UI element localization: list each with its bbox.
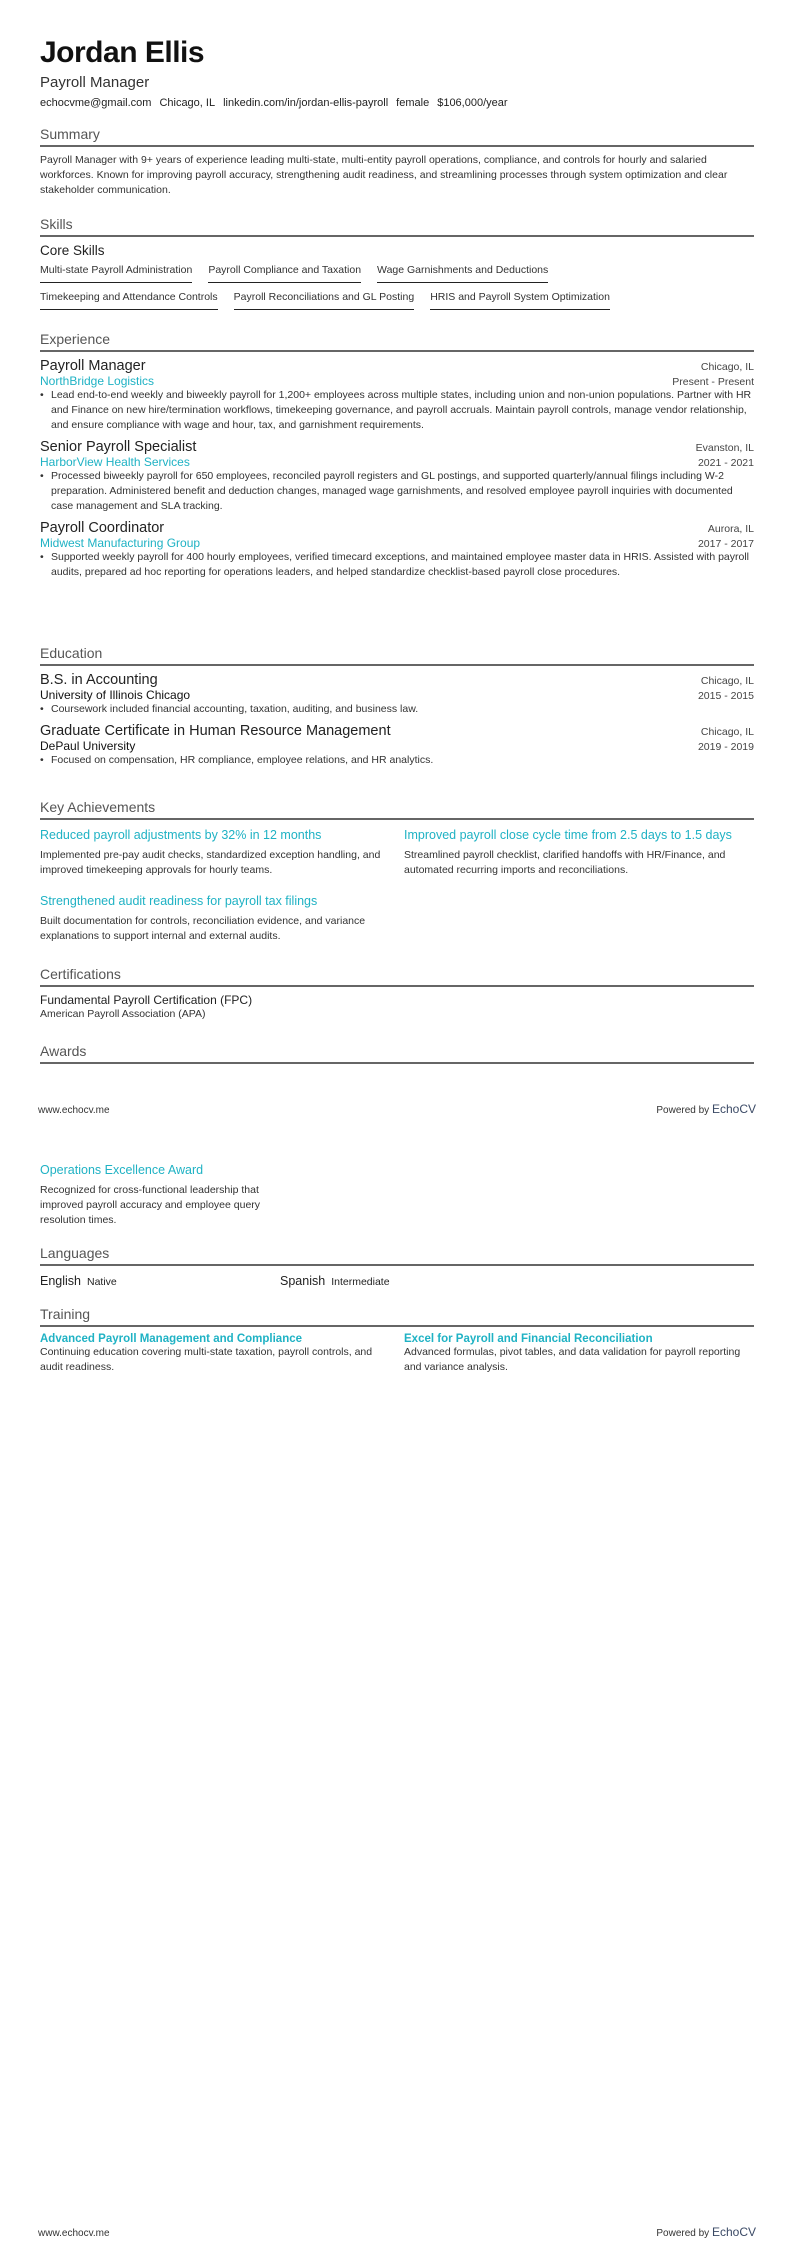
training-desc: Advanced formulas, pivot tables, and data validation for payroll reporting and variance analysis. — [404, 1346, 741, 1373]
echocv-logo: EchoCV — [711, 2225, 756, 2239]
achievement-desc: Streamlined payroll checklist, clarified handoffs with HR/Finance, and automated recurring imports and reconciliations. — [404, 849, 726, 876]
language-item — [280, 1274, 520, 1288]
resume-header — [40, 36, 754, 109]
skill-tag: Payroll Compliance and Taxation — [208, 264, 361, 283]
language-name: English — [40, 1274, 81, 1288]
candidate-title: Payroll Manager — [40, 74, 150, 91]
skill-tag: HRIS and Payroll System Optimization — [430, 291, 610, 310]
cert-issuer: American Payroll Association (APA) — [40, 1008, 206, 1020]
job-location: Chicago, IL — [700, 361, 754, 373]
job-dates: 2021 - 2021 — [697, 457, 754, 469]
experience-section — [40, 331, 754, 580]
section-heading: Certifications — [40, 966, 754, 987]
section-heading: Awards — [40, 1043, 754, 1064]
language-name: Spanish — [280, 1274, 326, 1288]
job-location: Evanston, IL — [695, 442, 754, 454]
job-title: Senior Payroll Specialist — [40, 439, 197, 455]
degree: B.S. in Accounting — [40, 672, 158, 688]
achievement-title: Reduced payroll adjustments by 32% in 12 months — [40, 828, 322, 842]
job-title: Payroll Coordinator — [40, 520, 165, 536]
edu-bullet: • Focused on compensation, HR compliance, employee relations, and HR analytics. — [40, 753, 754, 768]
skill-tag: Multi-state Payroll Administration — [40, 264, 192, 283]
edu-dates: 2015 - 2015 — [697, 690, 754, 702]
training-title: Advanced Payroll Management and Compliance — [40, 1333, 303, 1345]
section-heading: Languages — [40, 1245, 754, 1266]
section-heading: Education — [40, 645, 754, 666]
training-title: Excel for Payroll and Financial Reconciliation — [404, 1333, 653, 1345]
section-heading: Experience — [40, 331, 754, 352]
summary-section — [40, 126, 754, 198]
job-dates: Present - Present — [672, 376, 754, 388]
certifications-section — [40, 966, 754, 1022]
education-entry — [40, 723, 754, 768]
company-name: HarborView Health Services — [40, 455, 190, 469]
echocv-logo: EchoCV — [711, 1102, 756, 1116]
award-title: Operations Excellence Award — [40, 1163, 204, 1177]
job-entry — [40, 439, 754, 514]
training-section — [40, 1306, 754, 1375]
job-bullet: • Supported weekly payroll for 400 hourly employees, verified timecard exceptions, and maintained employee master data in HRIS. Assisted with payroll audits, prepared ad hoc reporting for operations leaders, and helped standardize checklist-based payroll close procedures. — [40, 550, 754, 580]
company-name: NorthBridge Logistics — [40, 374, 155, 388]
job-entry — [40, 520, 754, 580]
achievement-title: Improved payroll close cycle time from 2.5 days to 1.5 days — [404, 828, 732, 842]
skill-tag: Payroll Reconciliations and GL Posting — [234, 291, 415, 310]
job-location: Aurora, IL — [707, 523, 754, 535]
achievement-item — [40, 826, 390, 878]
degree: Graduate Certificate in Human Resource Management — [40, 723, 391, 739]
language-item — [40, 1274, 280, 1288]
achievement-title: Strengthened audit readiness for payroll tax filings — [40, 894, 318, 908]
section-heading: Skills — [40, 216, 754, 237]
powered-by-text: Powered by — [656, 2228, 710, 2239]
edu-bullet: • Coursework included financial accounting, taxation, auditing, and business law. — [40, 702, 754, 717]
job-dates: 2017 - 2017 — [697, 538, 754, 550]
location: Chicago, IL — [159, 97, 216, 109]
edu-dates: 2019 - 2019 — [697, 741, 754, 753]
award-item — [40, 1161, 270, 1228]
gender: female — [396, 97, 430, 109]
skill-group-title: Core Skills — [40, 243, 105, 258]
cert-name: Fundamental Payroll Certification (FPC) — [40, 993, 253, 1007]
summary-text: Payroll Manager with 9+ years of experience leading multi-state, multi-entity payroll operations, compliance, and controls for hourly and salaried workforces. Known for improving payroll accuracy, strengthening audit readiness, and streamlining processes through system optimization and clear stakeholder communication. — [40, 154, 728, 196]
achievement-desc: Built documentation for controls, reconciliation evidence, and variance explanations to support internal and external audits. — [40, 915, 366, 942]
powered-by-text: Powered by — [656, 1105, 710, 1116]
training-item — [404, 1333, 754, 1375]
section-heading: Key Achievements — [40, 799, 754, 820]
edu-location: Chicago, IL — [700, 675, 754, 687]
training-desc: Continuing education covering multi-state taxation, payroll controls, and audit readiness. — [40, 1346, 373, 1373]
job-entry — [40, 358, 754, 433]
footer-powered — [656, 1102, 756, 1116]
education-entry — [40, 672, 754, 717]
candidate-name: Jordan Ellis — [40, 36, 205, 69]
achievement-item — [40, 892, 390, 944]
job-bullet: • Processed biweekly payroll for 650 employees, reconciled payroll registers and GL postings, and supported quarterly/annual filings including W-2 preparation. Administered benefit and deduction changes, managed wage garnishments, and resolved employee payroll inquiries with documented case management and SLA tracking. — [40, 469, 754, 514]
footer-powered — [656, 2225, 756, 2239]
skill-tag: Wage Garnishments and Deductions — [377, 264, 548, 283]
section-heading: Summary — [40, 126, 754, 147]
achievements-section — [40, 799, 754, 944]
email[interactable]: echocvme@gmail.com — [40, 97, 152, 109]
language-level: Native — [87, 1276, 117, 1288]
school: University of Illinois Chicago — [40, 688, 191, 702]
job-bullet: • Lead end-to-end weekly and biweekly payroll for 1,200+ employees across multiple states, including union and non-union populations. Partner with HR and Finance on new hire/termination workflows, timekeeping governance, and payroll accruals. Maintain payroll controls, manage vendor relationship, and ensure compliance with wage and hour, tax, and garnishment requirements. — [40, 388, 754, 433]
footer-site-link[interactable]: www.echocv.me — [38, 1105, 110, 1116]
skills-section — [40, 216, 754, 318]
section-heading: Training — [40, 1306, 754, 1327]
training-item — [40, 1333, 390, 1375]
school: DePaul University — [40, 739, 136, 753]
language-level: Intermediate — [331, 1276, 390, 1288]
education-section — [40, 645, 754, 768]
company-name: Midwest Manufacturing Group — [40, 536, 201, 550]
award-desc: Recognized for cross-functional leadership that improved payroll accuracy and employee query resolution times. — [40, 1184, 261, 1226]
languages-section — [40, 1245, 754, 1290]
job-title: Payroll Manager — [40, 358, 146, 374]
achievement-item — [404, 826, 754, 878]
linkedin-link[interactable]: linkedin.com/in/jordan-ellis-payroll — [223, 97, 389, 109]
contact-line — [40, 97, 754, 109]
achievement-desc: Implemented pre-pay audit checks, standardized exception handling, and improved timekeeping approvals for hourly teams. — [40, 849, 381, 876]
salary: $106,000/year — [437, 97, 508, 109]
edu-location: Chicago, IL — [700, 726, 754, 738]
footer-site-link[interactable]: www.echocv.me — [38, 2228, 110, 2239]
skill-tag: Timekeeping and Attendance Controls — [40, 291, 218, 310]
awards-section — [40, 1043, 754, 1070]
